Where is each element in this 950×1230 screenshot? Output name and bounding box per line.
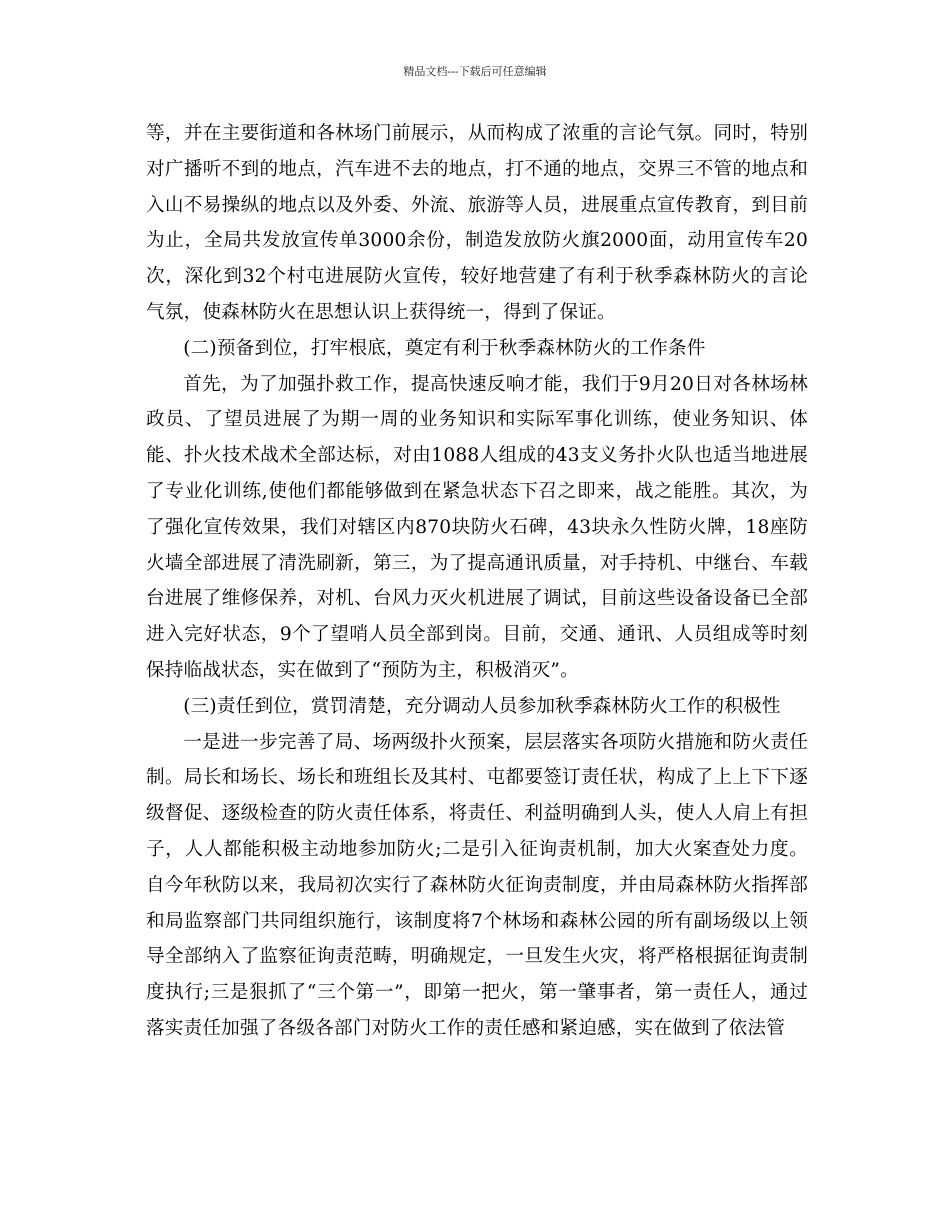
page-header: 精品文档---下载后可任意编辑 xyxy=(403,65,547,78)
paragraph-continuation: 等，并在主要街道和各林场门前展示，从而构成了浓重的言论气氛。同时，特别对广播听不到的地点，汽车进不去的地点，打不通的地点，交界三不管的地点和入山不易操纵的地点以及外委、外流、旅游等人员，进展重点宣传教育，到目前为止，全局共发放宣传单3000余份，制造发放防火旗2000面，动用宣传车20次，深化到32个村屯进展防火宣传，较好地营建了有利于秋季森林防火的言论气氛，使森林防火在思想认识上获得统一，得到了保证。 xyxy=(146,123,808,323)
paragraph-responsibility: 一是进一步完善了局、场两级扑火预案，层层落实各项防火措施和防火责任制。局长和场长、场长和班组长及其村、屯都要签订责任状，构成了上上下下逐级督促、逐级检查的防火责任体系，将责任、利益明确到人头，使人人肩上有担子，人人都能积极主动地参加防火;二是引入征询责机制，加大火案查处力度。自今年秋防以来，我局初次实行了森林防火征询责制度，并由局森林防火指挥部和局监察部门共同组织施行，该制度将7个林场和森林公园的所有副场级以上领导全部纳入了监察征询责范畴，明确规定，一旦发生火灾，将严格根据征询责制度执行;三是狠抓了“三个第一”，即第一把火，第一肇事者，第一责任人，通过落实责任加强了各级各部门对防火工作的责任感和紧迫感，实在做到了依法管 xyxy=(146,731,808,1039)
paragraph-preparation: 首先，为了加强扑救工作，提高快速反响才能，我们于9月20日对各林场林政员、了望员进展了为期一周的业务知识和实际军事化训练，使业务知识、体能、扑火技术战术全部达标，对由1088人组成的43支义务扑火队也适当地进展了专业化训练,使他们都能够做到在紧急状态下召之即来，战之能胜。其次，为了强化宣传效果，我们对辖区内870块防火石碑，43块永久性防火牌，18座防火墙全部进展了清洗刷新，第三，为了提高通讯质量，对手持机、中继台、车载台进展了维修保养，对机、台风力灭火机进展了调试，目前这些设备设备已全部进入完好状态，9个了望哨人员全部到岗。目前，交通、通讯、人员组成等时刻保持临战状态，实在做到了“预防为主，积极消灭”。 xyxy=(146,373,808,681)
document-body xyxy=(146,116,808,1047)
section-heading-3: (三)责任到位，赏罚清楚，充分调动人员参加秋季森林防火工作的积极性 xyxy=(183,695,781,717)
section-heading-2: (二)预备到位，打牢根底，奠定有利于秋季森林防火的工作条件 xyxy=(183,337,706,359)
